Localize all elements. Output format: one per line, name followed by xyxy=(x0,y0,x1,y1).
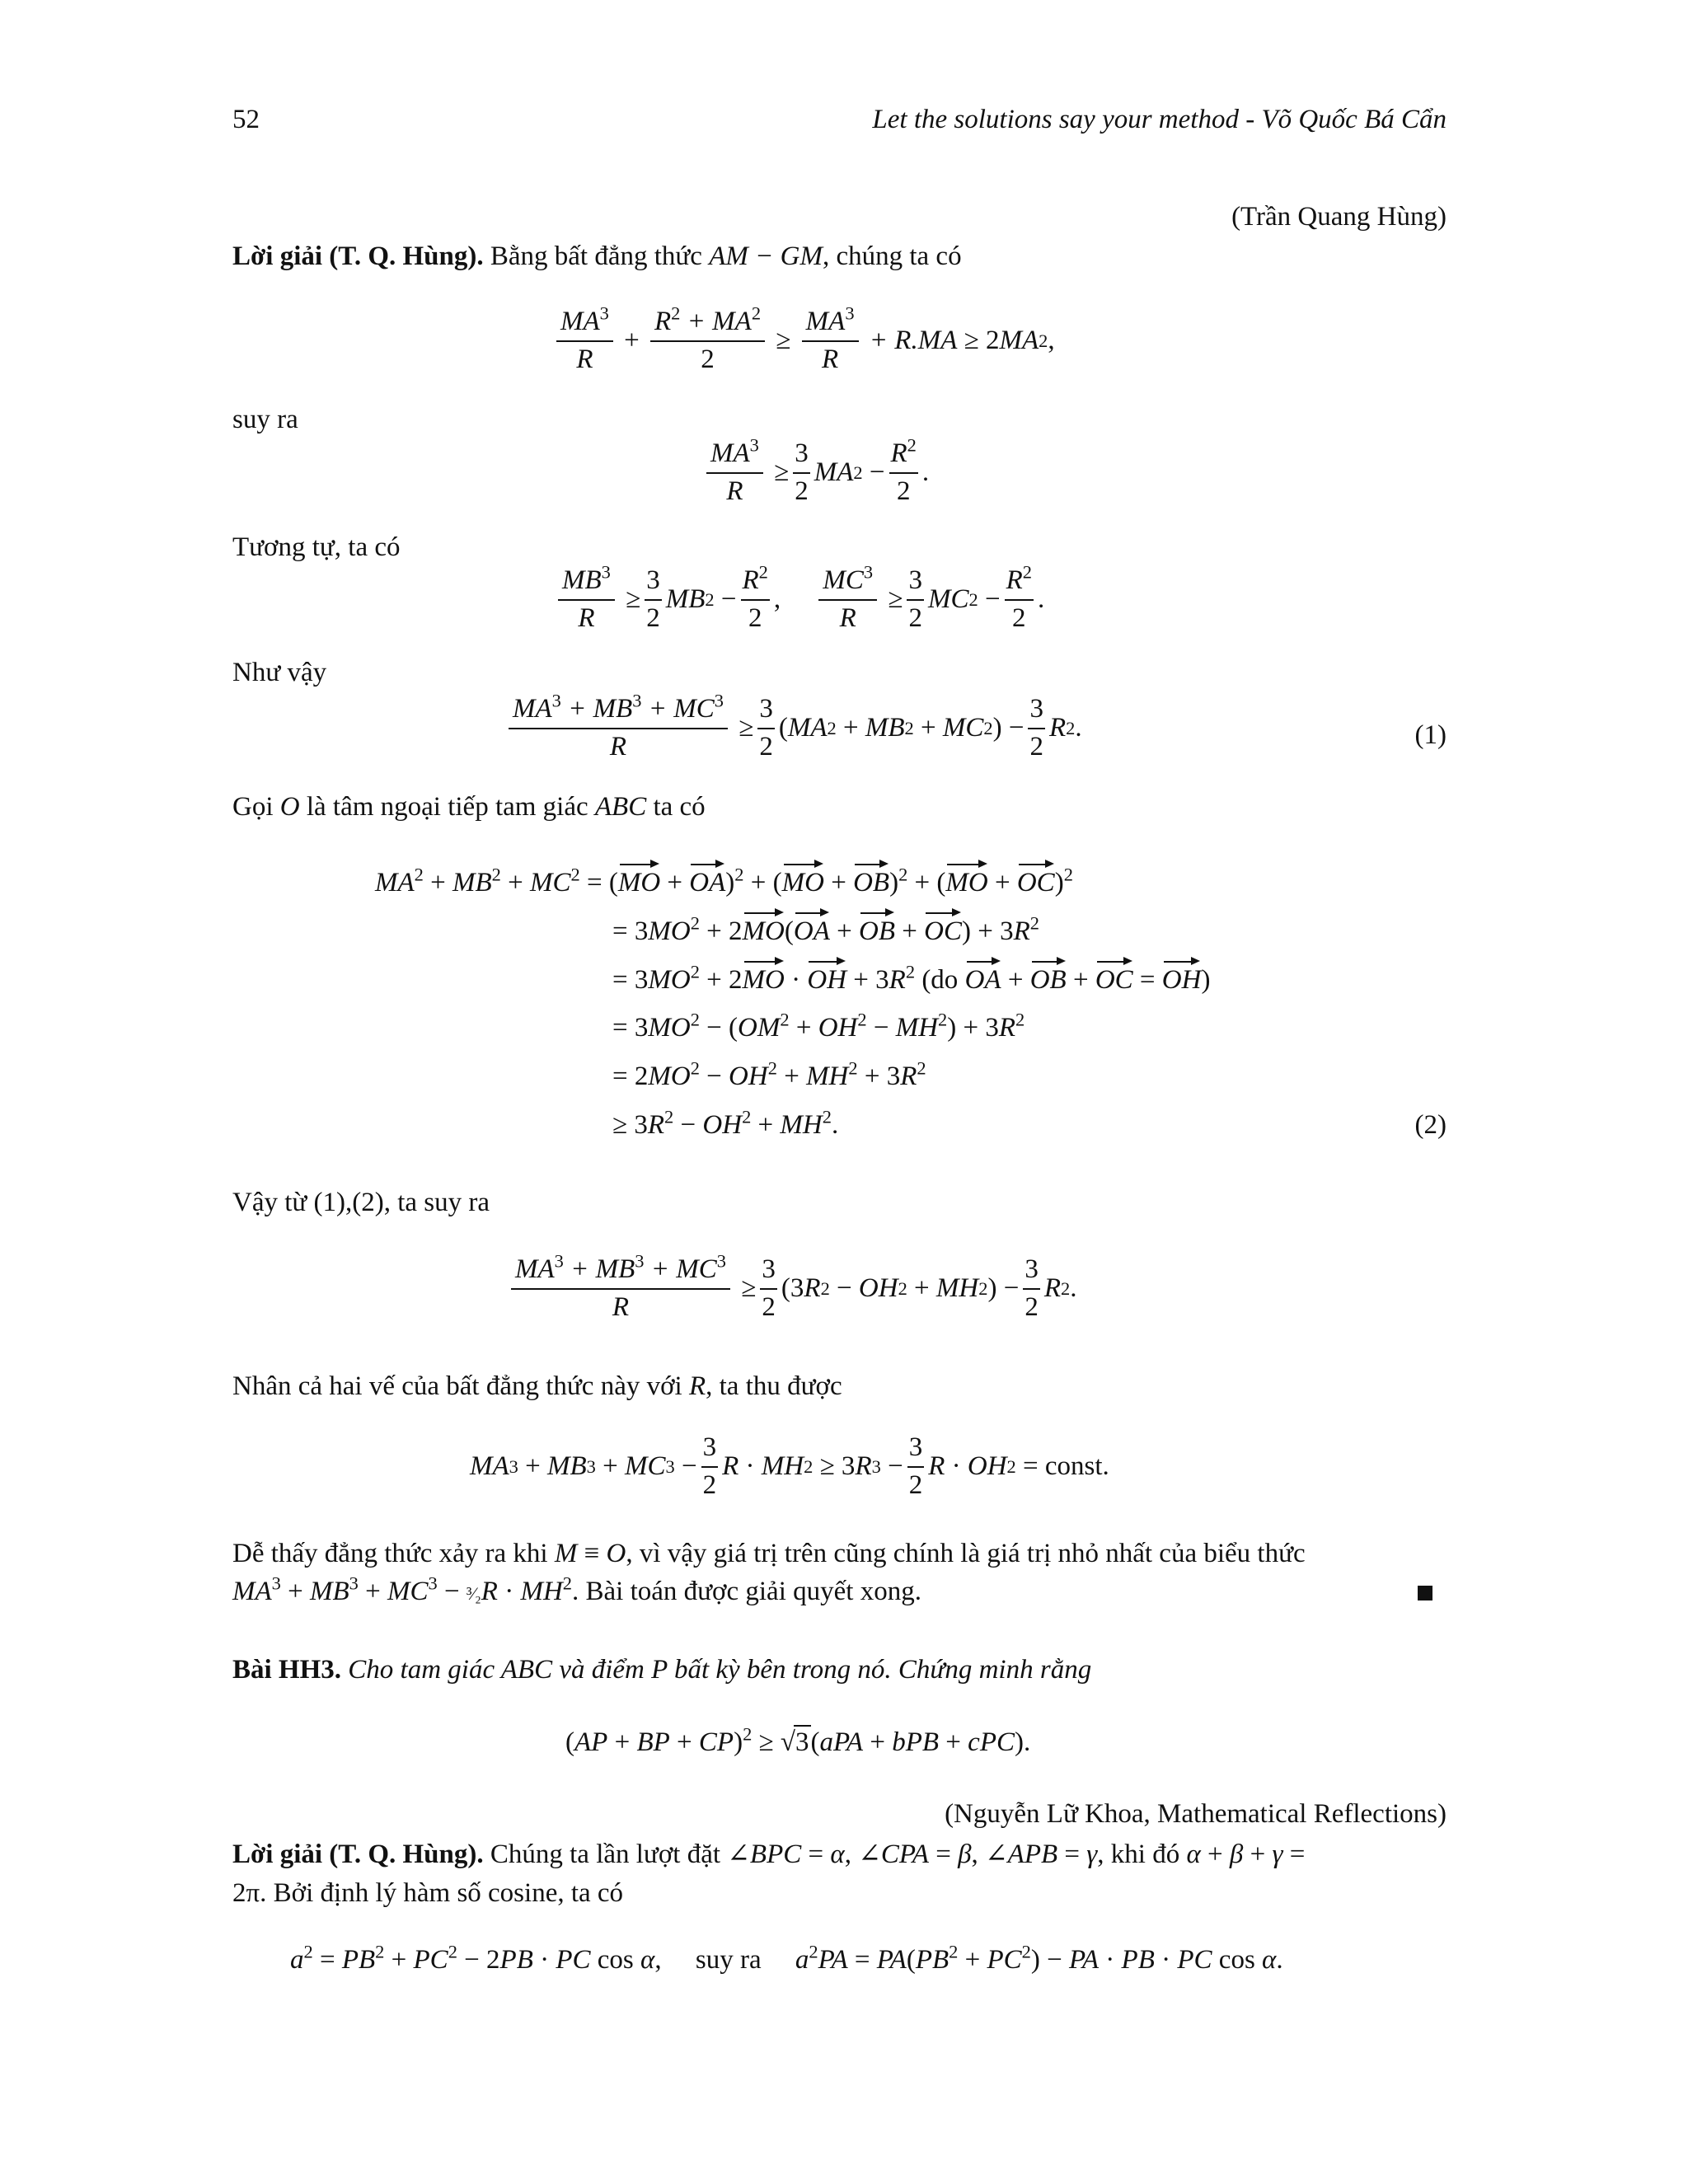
attribution-1: (Trần Quang Hùng) xyxy=(1231,202,1447,232)
derivation-line-6: ≥ $3R^2 - OH^2 + MH^2$. xyxy=(612,1106,839,1140)
text-goi-o: Gọi O là tâm ngoại tiếp tam giác ABC ta có xyxy=(232,792,706,822)
solution-1-heading: Lời giải (T. Q. Hùng). xyxy=(232,241,484,271)
derivation-line-5: = $2MO^2 - OH^2 + MH^2 + 3R^2$ xyxy=(612,1057,926,1091)
text-nhu-vay: Như vậy xyxy=(232,658,327,687)
solution-1-intro: Lời giải (T. Q. Hùng). Bằng bất đẳng thức AM − GM, chúng ta có xyxy=(232,241,962,271)
equation-1: $\frac{MA^3 + MB^3 + MC^3}{R}$ ≥ $\frac{3}{2}$ ( MA 2 + MB 2 + MC 2 ) − $\frac{3}{2}$ R 2 . xyxy=(504,694,1082,763)
running-title: Let the solutions say your method - Võ Quốc Bá Cẩn xyxy=(872,105,1447,134)
attribution-2: (Nguyễn Lữ Khoa, Mathematical Reflections) xyxy=(945,1799,1447,1829)
solution-2-line-2: 2π. Bởi định lý hàm số cosine, ta có xyxy=(232,1878,624,1908)
equation-amgm: $\frac{MA^3}{R}$ + $\frac{R^2 + MA^2}{2}$ ≥ $\frac{MA^3}{R}$ + R.MA ≥ 2 MA 2 , xyxy=(552,307,1055,376)
conclusion-line-2: $MA^3 + MB^3 + MC^3$ − ³⁄₂R · $MH^2$. Bài toán được giải quyết xong. xyxy=(232,1572,921,1606)
derivation-line-3: = $3MO^2 + 2MO$ · OH + $3R^2$ (do OA + OB + OC = OH) xyxy=(612,956,1210,997)
text-vay-tu: Vậy từ (1),(2), ta suy ra xyxy=(232,1188,490,1217)
derivation-line-1: $MA^2 + MB^2 + MC^2 = (MO + OA)^2 + (MO + OB)^2 + (MO + OC)^2$ xyxy=(375,859,1073,900)
equation-combined: $\frac{MA^3 + MB^3 + MC^3}{R}$ ≥ $\frac{3}{2}$ (3 R 2 − OH 2 + MH 2 ) − $\frac{3}{2}$ R 2 . xyxy=(507,1254,1076,1324)
equation-label-1: (1) xyxy=(1414,720,1447,750)
text-suy-ra: suy ra xyxy=(232,405,298,434)
solution-2-heading: Lời giải (T. Q. Hùng). xyxy=(232,1840,484,1869)
equation-cosine: $a^2 = PB^2 + PC^2 - 2PB$ · PC cos α, suy ra $a^2PA = PA(PB^2 + PC^2)$ − PA · PB · PC cos α. xyxy=(290,1941,1283,1975)
text-nhan-ca: Nhân cả hai vế của bất đẳng thức này với R, ta thu được xyxy=(232,1371,842,1401)
equation-const: MA 3 + MB 3 + MC 3 − $\frac{3}{2}$ R · MH 2 ≥ 3 R 3 − $\frac{3}{2}$ R · OH 2 = const. xyxy=(470,1432,1109,1500)
qed-square xyxy=(1418,1586,1432,1601)
derivation-line-4: = $3MO^2 - (OM^2 + OH^2 - MH^2) + 3R^2$ xyxy=(612,1009,1025,1043)
derivation-line-2: = $3MO^2 + 2MO(OA$ + OB + $OC) + 3R^2$ xyxy=(612,907,1039,949)
equation-mb-mc: $\frac{MB^3}{R}$ ≥ $\frac{3}{2}$ MB 2 − $\frac{R^2}{2}$ , $\frac{MC^3}{R}$ ≥ $\frac{3}{2}$ MC 2 − $\frac{R^2}{2}$ . xyxy=(554,565,1044,635)
equation-label-2: (2) xyxy=(1414,1110,1447,1140)
problem-inequality: (AP + BP + CP)$^2$ ≥ √3(aPA + bPB + cPC). xyxy=(565,1725,1030,1760)
text-tuong-tu: Tương tự, ta có xyxy=(232,532,401,562)
page-number: 52 xyxy=(232,105,260,134)
conclusion-line-1: Dễ thấy đẳng thức xảy ra khi M ≡ O, vì vậy giá trị trên cũng chính là giá trị nhỏ nhất của biểu thức xyxy=(232,1539,1306,1568)
problem-hh3: Bài HH3. Cho tam giác ABC và điểm P bất kỳ bên trong nó. Chứng minh rằng xyxy=(232,1655,1092,1685)
equation-ma: $\frac{MA^3}{R}$ ≥ $\frac{3}{2}$ MA 2 − $\frac{R^2}{2}$ . xyxy=(702,438,929,508)
solution-2-line-1: Lời giải (T. Q. Hùng). Chúng ta lần lượt đặt ∠BPC = α, ∠CPA = β, ∠APB = γ, khi đó α + β + γ = xyxy=(232,1840,1306,1869)
